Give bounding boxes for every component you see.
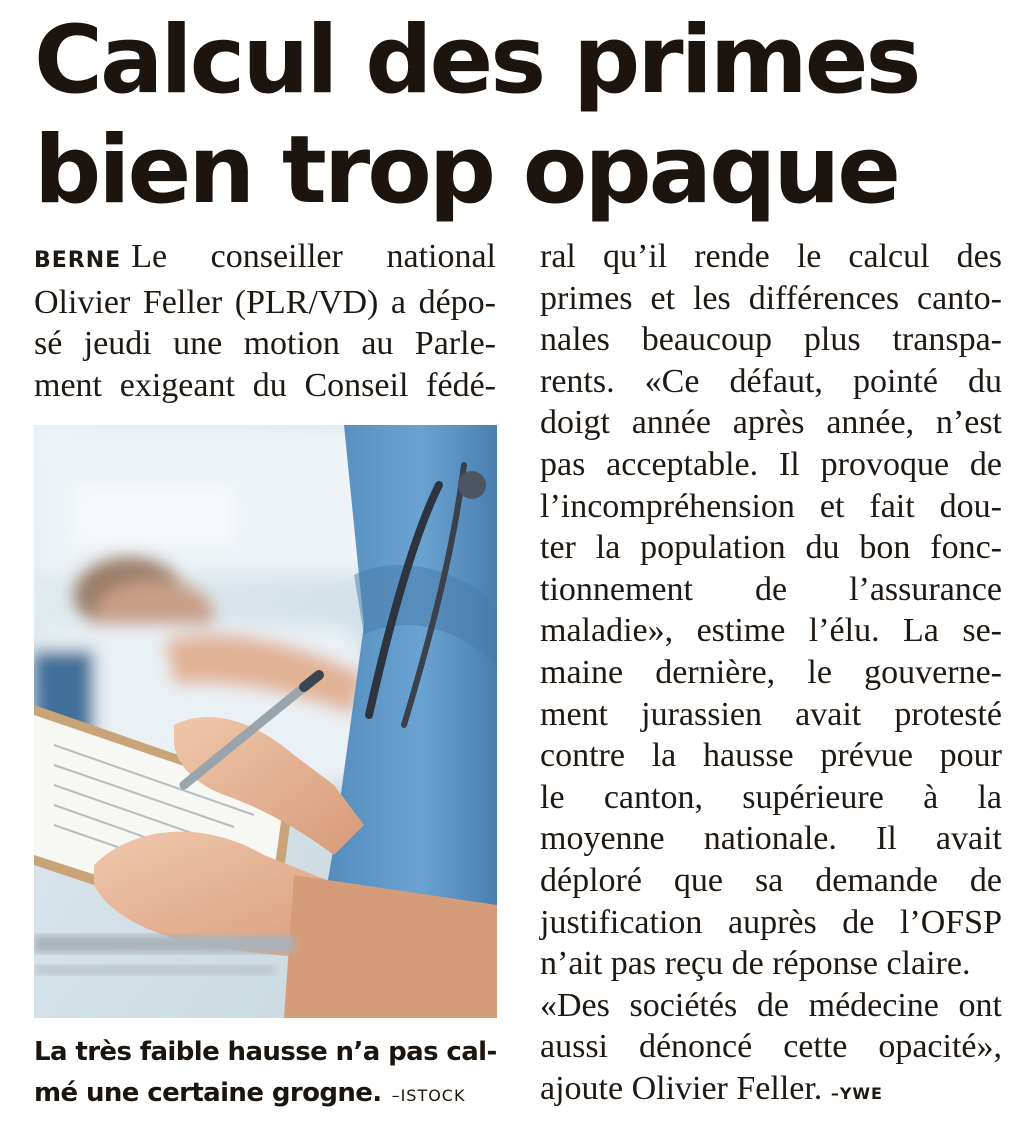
article-line: ter la population du bon fonc- xyxy=(540,529,1002,567)
article-line: l’incompréhension et fait dou- xyxy=(540,487,1002,525)
article-line: aussi dénoncé cette opacité», xyxy=(540,1028,1002,1066)
article-line-final xyxy=(540,1068,1002,1115)
article-line: ment jurassien avait protesté xyxy=(540,695,1002,733)
article-line: n’ait pas reçu de réponse claire. xyxy=(540,945,971,983)
caption-text: mé une certaine grogne. xyxy=(34,1078,382,1108)
article-line: «Des sociétés de médecine ont xyxy=(540,986,1002,1024)
byline: –YWE xyxy=(830,1083,883,1103)
article-line: sé jeudi une motion au Parle- xyxy=(34,325,496,363)
article-line: nales beaucoup plus transpa- xyxy=(540,321,1002,359)
article-line-first xyxy=(34,236,496,282)
caption-line-1: La très faible hausse n’a pas cal- xyxy=(34,1037,497,1067)
article-line: contre la hausse prévue pour xyxy=(540,737,1002,775)
article-column-right xyxy=(540,236,1002,1114)
article-line: doigt année après année, n’est xyxy=(540,404,1002,442)
article-text: Le conseiller national xyxy=(131,238,496,275)
caption-line-2 xyxy=(34,1073,504,1116)
article-line: ral qu’il rende le calcul des xyxy=(540,238,1002,275)
article-line: le canton, supérieure à la xyxy=(540,778,1002,816)
article-line: rents. «Ce défaut, pointé du xyxy=(540,362,1002,400)
article-text: ajoute Olivier Feller. xyxy=(540,1069,823,1107)
photo-caption xyxy=(34,1032,504,1116)
article-line: pas acceptable. Il provoque de xyxy=(540,445,1002,483)
article-line: ment exigeant du Conseil fédé- xyxy=(34,366,496,404)
article-photo xyxy=(34,425,497,1018)
article-line: Olivier Feller (PLR/VD) a dépo- xyxy=(34,283,496,321)
article-line: tionnement de l’assurance xyxy=(540,570,1002,608)
article-line: maladie», estime l’élu. La se- xyxy=(540,612,1002,650)
article-line: moyenne nationale. Il avait xyxy=(540,820,1002,858)
photo-credit: –ISTOCK xyxy=(391,1086,466,1105)
article-line: justification auprès de l’OFSP xyxy=(540,903,1002,941)
headline xyxy=(34,6,1004,226)
headline-line-2: bien trop opaque xyxy=(34,116,899,225)
article-line: primes et les différences canto- xyxy=(540,279,1002,317)
article-line: maine dernière, le gouverne- xyxy=(540,653,1002,691)
headline-line-1: Calcul des primes xyxy=(34,6,919,115)
article-column-left xyxy=(34,236,496,406)
article-line: déploré que sa demande de xyxy=(540,861,1002,899)
dateline: BERNE xyxy=(34,248,122,273)
